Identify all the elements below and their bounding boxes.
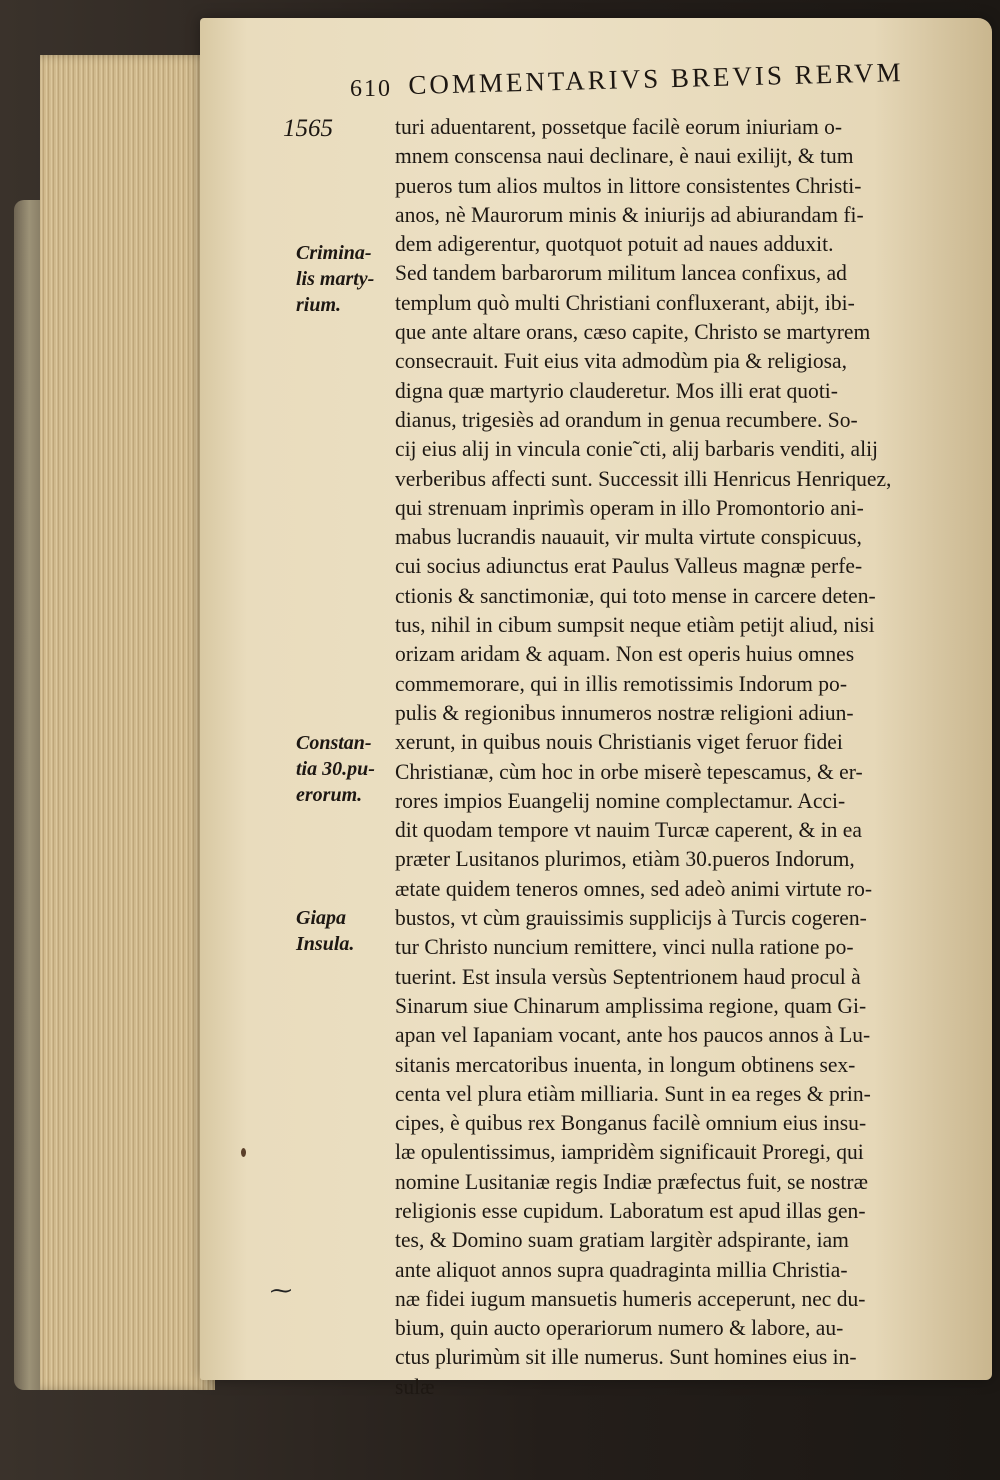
text-line: nomine Lusitaniæ regis Indiæ præfectus fuit, se nostræ	[395, 1168, 868, 1194]
text-line: centa vel plura etiàm milliaria. Sunt in ea reges & prin-	[395, 1080, 871, 1106]
text-line: tuerint. Est insula versùs Septentrionem haud procul à	[395, 963, 861, 989]
text-line: apan vel Iapaniam vocant, ante hos paucos annos à Lu-	[395, 1022, 871, 1048]
text-line: xerunt, in quibus nouis Christianis viget feruor fidei	[395, 729, 843, 755]
marginal-note-line: lis marty-	[296, 268, 375, 290]
text-line: pulis & regionibus innumeros nostræ religioni adiun-	[395, 699, 854, 725]
text-line: qui strenuam inprimìs operam in illo Promontorio ani-	[395, 494, 864, 520]
page-header	[350, 57, 970, 106]
text-line: ctus plurimùm sit ille numerus. Sunt homines eius in-	[395, 1344, 857, 1370]
text-line: Sinarum siue Chinarum amplissima regione, quam Gi-	[395, 992, 867, 1018]
marginal-note-line: erorum.	[296, 784, 363, 806]
text-line: Sed tandem barbarorum militum lancea confixus, ad	[395, 260, 847, 286]
ink-blot	[241, 1148, 246, 1157]
text-line: cij eius alij in vincula conie˜cti, alij barbaris venditi, alij	[395, 436, 879, 462]
pen-mark: ⁓	[270, 1278, 292, 1303]
text-line: templum quò multi Christiani confluxerant, abijt, ibi-	[395, 289, 855, 315]
page-edges	[40, 55, 215, 1390]
text-line: pueros tum alios multos in littore consistentes Christi-	[395, 172, 862, 198]
text-line: dem adigerentur, quotquot potuit ad naues adduxit.	[395, 231, 834, 257]
text-line: cui socius adiunctus erat Paulus Valleus magnæ perfe-	[395, 553, 863, 579]
text-line: præter Lusitanos plurimos, etiàm 30.pueros Indorum,	[395, 846, 855, 872]
text-line: læ opulentissimus, iampridèm significauit Proregi, qui	[395, 1139, 864, 1165]
text-line: que ante altare orans, cæso capite, Christo se martyrem	[395, 319, 871, 345]
text-line: anos, nè Maurorum minis & iniurijs ad abiurandam fi-	[395, 201, 864, 227]
text-line: næ fidei iugum mansuetis humeris acceperunt, nec du-	[395, 1285, 866, 1311]
running-title: COMMENTARIVS BREVIS RERVM	[408, 57, 904, 100]
text-line: sulæ	[395, 1373, 435, 1399]
text-line: turi aduentarent, possetque facilè eorum iniuriam o-	[395, 114, 843, 139]
marginal-note-giapa	[296, 905, 354, 957]
text-line: bustos, vt cùm grauissimis supplicijs à Turcis cogeren-	[395, 905, 867, 931]
text-line: digna quæ martyrio clauderetur. Mos illi erat quoti-	[395, 377, 838, 403]
text-line: bium, quin aucto operariorum numero & labore, au-	[395, 1315, 844, 1341]
marginal-note-line: Giapa	[296, 907, 346, 929]
marginal-note-line: Constan-	[296, 732, 372, 754]
text-line: dianus, trigesiès ad orandum in genua recumbere. So-	[395, 406, 858, 432]
text-line: tes, & Domino suam gratiam largitèr adspirante, iam	[395, 1227, 849, 1253]
text-line: mnem conscensa naui declinare, è naui exilijt, & tum	[395, 143, 854, 169]
marginal-note-line: Crimina-	[296, 242, 372, 264]
marginal-note-line: Insula.	[296, 933, 355, 955]
marginal-note-line: tia 30.pu-	[296, 758, 375, 780]
text-line: consecrauit. Fuit eius vita admodùm pia & religiosa,	[395, 348, 847, 374]
margin-year: 1565	[283, 115, 333, 142]
text-line: tur Christo nuncium remittere, vinci nulla ratione po-	[395, 934, 854, 960]
text-line: ante aliquot annos supra quadraginta millia Christia-	[395, 1256, 848, 1282]
text-line: verberibus affecti sunt. Successit illi Henricus Henriquez,	[395, 465, 892, 491]
marginal-note-line: rium.	[296, 294, 342, 316]
text-line: tus, nihil in cibum sumpsit neque etiàm petijt aliud, nisi	[395, 612, 875, 638]
text-line: ætate quidem teneros omnes, sed adeò animi virtute ro-	[395, 875, 873, 901]
text-line: commemorare, qui in illis remotissimis Indorum po-	[395, 670, 847, 696]
text-line: ctionis & sanctimoniæ, qui toto mense in carcere deten-	[395, 582, 876, 608]
text-line: sitanis mercatoribus inuenta, in longum obtinens sex-	[395, 1051, 856, 1077]
text-line: dit quodam tempore vt nauim Turcæ caperent, & in ea	[395, 817, 862, 843]
marginal-note-criminalis	[296, 240, 374, 318]
text-line: rores impios Euangelij nomine complectamur. Acci-	[395, 787, 846, 813]
text-line: Christianæ, cùm hoc in orbe miserè tepescamus, & er-	[395, 758, 863, 784]
text-line: mabus lucrandis nauauit, vir multa virtute conspicuus,	[395, 524, 862, 550]
text-line: orizam aridam & aquam. Non est operis huius omnes	[395, 641, 855, 667]
text-line: religionis esse cupidum. Laboratum est apud illas gen-	[395, 1197, 866, 1223]
marginal-note-constantia	[296, 730, 375, 808]
text-line: cipes, è quibus rex Bonganus facilè omnium eius insu-	[395, 1110, 867, 1136]
page-number: 610	[350, 76, 392, 102]
body-text	[395, 112, 995, 1399]
